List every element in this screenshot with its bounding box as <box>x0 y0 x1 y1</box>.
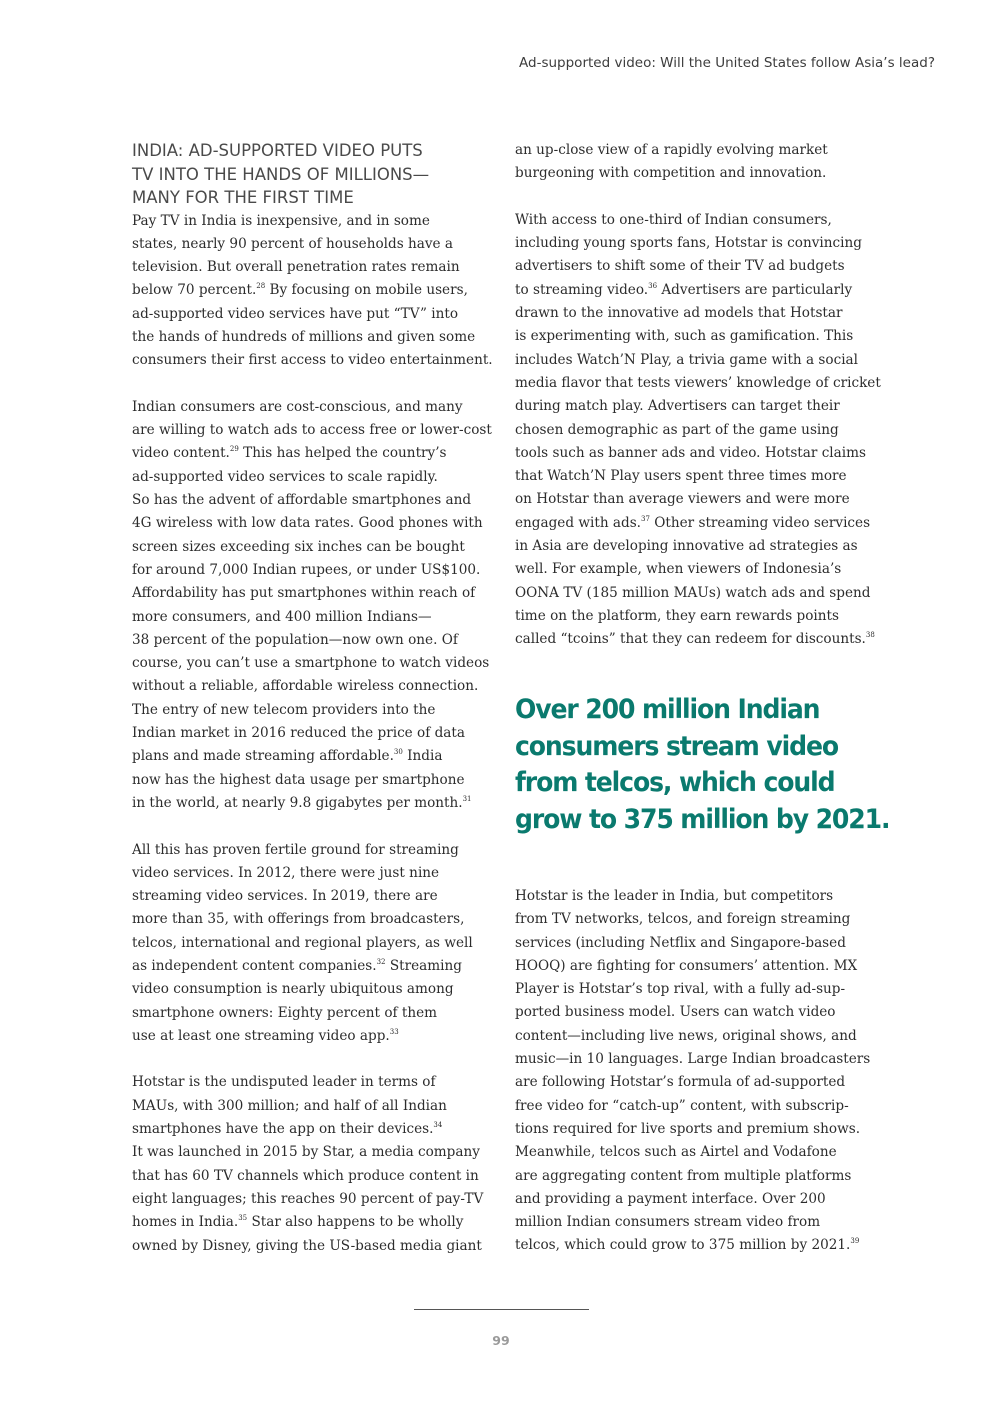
text-line <box>132 675 478 698</box>
paragraph <box>132 396 492 815</box>
text-run: use at least one streaming video app. <box>132 1027 390 1044</box>
text-line <box>132 326 478 349</box>
pull-quote-line: consumers stream video <box>515 730 839 762</box>
heading-line: TV INTO THE HANDS OF MILLIONS— <box>132 164 430 184</box>
text-run: video consumption is nearly ubiquitous among <box>132 981 454 998</box>
text-line <box>132 932 478 955</box>
text-run: tions required for live sports and premium shows. <box>515 1120 861 1137</box>
text-line <box>132 559 481 582</box>
text-line <box>515 1211 863 1234</box>
text-run: Meanwhile, telcos such as Airtel and Vodafone <box>515 1144 837 1161</box>
text-line <box>515 885 863 908</box>
text-run: Streaming <box>385 958 462 974</box>
text-run: content—including live news, original shows, and <box>515 1027 857 1044</box>
text-run: includes Watch’N Play, a trivia game with a social <box>515 351 859 368</box>
text-line <box>132 1025 478 1048</box>
running-header: Ad-supported video: Will the United States follow Asia’s lead? <box>519 55 935 71</box>
text-run: course, you can’t use a smartphone to watch videos <box>132 655 490 672</box>
text-line <box>132 1211 478 1234</box>
text-run: below 70 percent. <box>132 282 257 299</box>
text-run: engaged with ads. <box>515 514 642 531</box>
text-run: streaming video services. In 2019, there are <box>132 888 438 905</box>
text-line <box>515 628 875 651</box>
text-line <box>132 512 483 535</box>
text-run: in the world, at nearly 9.8 gigabytes per month. <box>132 794 463 811</box>
footnote-ref: 39 <box>850 1237 860 1246</box>
text-line <box>515 302 863 325</box>
text-line <box>515 1165 863 1188</box>
text-line <box>515 1234 863 1257</box>
text-run: is experimenting with, such as gamification. This <box>515 328 854 345</box>
footnote-ref: 32 <box>376 958 386 966</box>
text-run: video services. In 2012, there were just nine <box>132 864 440 881</box>
text-run: Indian market in 2016 reduced the price of data <box>132 725 465 742</box>
text-line <box>132 396 478 419</box>
text-run: services (including Netflix and Singapore-based <box>515 934 846 951</box>
text-line <box>132 1165 478 1188</box>
text-run: well. For example, when viewers of Indonesia’s <box>515 561 842 578</box>
text-line <box>515 465 863 488</box>
text-run: during match play. Advertisers can target their <box>515 398 840 415</box>
text-run: to streaming video. <box>515 281 649 298</box>
text-line <box>132 419 492 442</box>
text-run: advertisers to shift some of their TV ad budgets <box>515 258 845 275</box>
text-line <box>132 722 478 745</box>
text-line <box>515 558 863 581</box>
footnote-ref: 37 <box>641 514 650 523</box>
right-column-top <box>515 139 881 652</box>
text-line <box>132 652 490 675</box>
footnote-ref: 36 <box>648 281 658 290</box>
page-number: 99 <box>492 1333 510 1348</box>
text-line <box>132 885 478 908</box>
text-run: including young sports fans, Hotstar is convincing <box>515 235 862 252</box>
text-run: in Asia are developing innovative ad strategies as <box>515 538 858 555</box>
text-line <box>515 442 866 465</box>
text-line <box>132 862 478 885</box>
text-line <box>132 1118 478 1141</box>
text-run: on Hotstar than average viewers and were more <box>515 491 850 508</box>
text-line <box>132 1002 478 1025</box>
text-run: Advertisers are particularly <box>657 281 853 298</box>
text-run: smartphones have the app on their devices. <box>132 1121 434 1138</box>
text-line <box>132 699 478 722</box>
text-line <box>515 1095 863 1118</box>
text-line <box>515 232 863 255</box>
text-run: Other streaming video services <box>649 514 871 531</box>
text-run: homes in India. <box>132 1214 239 1231</box>
paragraph <box>515 209 881 652</box>
text-run: that Watch’N Play users spent three times more <box>515 468 847 485</box>
text-line <box>515 162 863 185</box>
text-line <box>515 1141 863 1164</box>
text-run: burgeoning with competition and innovation. <box>515 165 827 182</box>
text-run: more consumers, and 400 million Indians— <box>132 608 432 625</box>
text-line <box>515 535 863 558</box>
text-run: This has helped the country’s <box>238 445 447 462</box>
text-line <box>132 1235 482 1258</box>
text-line <box>515 1118 863 1141</box>
text-run: Hotstar is the leader in India, but competitors <box>515 888 834 904</box>
text-run: Player is Hotstar’s top rival, with a fully ad-sup- <box>515 981 846 998</box>
text-run: telcos, which could grow to 375 million by 2021. <box>515 1237 851 1254</box>
text-line <box>132 745 478 768</box>
text-run: and providing a payment interface. Over 200 <box>515 1190 826 1207</box>
text-line <box>132 839 478 862</box>
text-line <box>515 1188 863 1211</box>
text-run: With access to one-third of Indian consumers, <box>515 211 832 228</box>
footnote-ref: 33 <box>389 1027 399 1036</box>
paragraph <box>515 139 863 186</box>
text-line <box>515 955 863 978</box>
text-run: All this has proven fertile ground for streaming <box>132 841 459 858</box>
text-line <box>132 582 478 605</box>
text-run: drawn to the innovative ad models that Hotstar <box>515 305 843 322</box>
text-run: plans and made streaming affordable. <box>132 748 394 765</box>
text-run: tools such as banner ads and video. Hotstar claims <box>515 444 866 461</box>
text-run: Pay TV in India is inexpensive, and in some <box>132 212 430 229</box>
text-run: states, nearly 90 percent of households have a <box>132 235 454 252</box>
text-run: Hotstar is the undisputed leader in terms of <box>132 1074 436 1091</box>
text-run: The entry of new telecom providers into the <box>132 701 436 718</box>
text-run: By focusing on mobile users, <box>265 282 468 299</box>
text-run: video content. <box>132 445 230 462</box>
text-run: 4G wireless with low data rates. Good phones with <box>132 515 483 532</box>
text-line <box>132 792 478 815</box>
footer-divider <box>414 1309 589 1310</box>
text-run: So has the advent of affordable smartphones and <box>132 492 472 509</box>
text-line <box>132 279 478 302</box>
text-line <box>515 1001 863 1024</box>
text-line <box>132 1095 478 1118</box>
text-run: HOOQ) are fighting for consumers’ attention. MX <box>515 957 858 974</box>
text-run: chosen demographic as part of the game using <box>515 421 839 438</box>
text-line <box>132 349 493 372</box>
text-run: are willing to watch ads to access free or lower-cost <box>132 422 492 439</box>
text-run: now has the highest data usage per smartphone <box>132 771 465 788</box>
text-run: smartphone owners: Eighty percent of them <box>132 1004 438 1021</box>
text-run: million Indian consumers stream video from <box>515 1214 821 1231</box>
text-run: MAUs, with 300 million; and half of all Indian <box>132 1097 447 1114</box>
text-run: It was launched in 2015 by Star, a media company <box>132 1144 480 1161</box>
text-line <box>515 139 863 162</box>
text-run: that has 60 TV channels which produce content in <box>132 1167 479 1184</box>
text-run: called “tcoins” that they can redeem for discounts. <box>515 631 866 648</box>
text-line <box>515 1025 863 1048</box>
text-run: India <box>402 748 443 765</box>
text-run: Star also happens to be wholly <box>247 1214 464 1231</box>
text-line <box>515 419 863 442</box>
text-line <box>515 325 863 348</box>
text-run: ad-supported video services have put “TV” into <box>132 305 459 322</box>
text-run: screen sizes exceeding six inches can be bought <box>132 538 465 555</box>
text-line <box>515 349 863 372</box>
text-run: ad-supported video services to scale rapidly. <box>132 468 438 485</box>
text-run: owned by Disney, giving the US-based media giant <box>132 1237 482 1254</box>
text-line <box>515 488 863 511</box>
text-line <box>132 955 478 978</box>
text-line <box>132 233 478 256</box>
text-run: without a reliable, affordable wireless connection. <box>132 678 479 695</box>
heading-line: MANY FOR THE FIRST TIME <box>132 188 354 207</box>
text-line <box>132 1141 478 1164</box>
pull-quote-line: Over 200 million Indian <box>515 694 820 725</box>
left-column <box>132 139 493 1258</box>
right-column-bottom <box>515 885 871 1258</box>
paragraph <box>132 1071 484 1257</box>
text-line <box>515 255 863 278</box>
text-line <box>132 1071 478 1094</box>
text-run: music—in 10 languages. Large Indian broadcasters <box>515 1051 871 1068</box>
text-line <box>132 536 478 559</box>
text-line <box>515 932 863 955</box>
text-line <box>132 908 478 931</box>
footnote-ref: 29 <box>229 445 239 454</box>
footnote-ref: 38 <box>865 631 875 640</box>
text-run: are aggregating content from multiple platforms <box>515 1167 852 1184</box>
text-line <box>515 908 863 931</box>
text-run: Affordability has put smartphones within reach of <box>132 585 476 602</box>
text-line <box>515 1071 863 1094</box>
text-line <box>132 489 478 512</box>
text-line <box>132 210 478 233</box>
text-line <box>132 606 478 629</box>
text-line <box>515 1048 871 1071</box>
footnote-ref: 31 <box>462 794 472 803</box>
text-run: time on the platform, they earn rewards points <box>515 607 839 624</box>
text-line <box>515 512 871 535</box>
footnote-ref: 30 <box>393 748 403 757</box>
text-run: for around 7,000 Indian rupees, or under US$100. <box>132 561 481 578</box>
text-line <box>515 209 863 232</box>
text-run: television. But overall penetration rates remain <box>132 259 460 276</box>
text-run: the hands of hundreds of millions and given some <box>132 328 476 345</box>
heading-line: INDIA: AD-SUPPORTED VIDEO PUTS <box>132 141 423 160</box>
text-run: from TV networks, telcos, and foreign streaming <box>515 911 851 928</box>
footnote-ref: 35 <box>238 1214 248 1223</box>
text-run: are following Hotstar’s formula of ad-supported <box>515 1074 846 1091</box>
text-line <box>515 978 863 1001</box>
text-line <box>132 769 478 792</box>
text-line <box>132 466 478 489</box>
text-run: consumers their first access to video entertainment. <box>132 352 493 369</box>
paragraph <box>132 210 493 373</box>
section-heading <box>132 139 478 210</box>
paragraph <box>515 885 871 1258</box>
text-run: eight languages; this reaches 90 percent of pay-TV <box>132 1190 484 1207</box>
pull-quote-line: from telcos, which could <box>515 767 835 798</box>
footnote-ref: 28 <box>256 282 266 291</box>
text-line <box>515 395 863 418</box>
text-line <box>515 372 881 395</box>
text-run: an up-close view of a rapidly evolving market <box>515 142 828 158</box>
footnote-ref: 34 <box>433 1121 443 1130</box>
text-line <box>132 629 478 652</box>
text-run: telcos, international and regional players, as well <box>132 934 473 951</box>
paragraph <box>132 839 478 1049</box>
pull-quote <box>515 692 918 838</box>
text-line <box>515 279 863 302</box>
text-run: free video for “catch-up” content, with subscrip- <box>515 1097 849 1114</box>
text-run: media flavor that tests viewers’ knowledge of cricket <box>515 374 881 391</box>
text-line <box>132 256 478 279</box>
text-line <box>132 1188 484 1211</box>
text-run: as independent content companies. <box>132 958 377 974</box>
text-run: Indian consumers are cost-conscious, and many <box>132 398 463 415</box>
text-line <box>515 605 863 628</box>
text-run: OONA TV (185 million MAUs) watch ads and spend <box>515 584 871 601</box>
text-line <box>132 303 478 326</box>
text-line <box>515 582 871 605</box>
text-run: ported business model. Users can watch video <box>515 1004 836 1021</box>
text-run: 38 percent of the population—now own one. Of <box>132 631 458 648</box>
text-line <box>132 978 478 1001</box>
pull-quote-line: grow to 375 million by 2021. <box>515 803 890 835</box>
text-line <box>132 442 478 465</box>
text-run: more than 35, with offerings from broadcasters, <box>132 911 465 928</box>
